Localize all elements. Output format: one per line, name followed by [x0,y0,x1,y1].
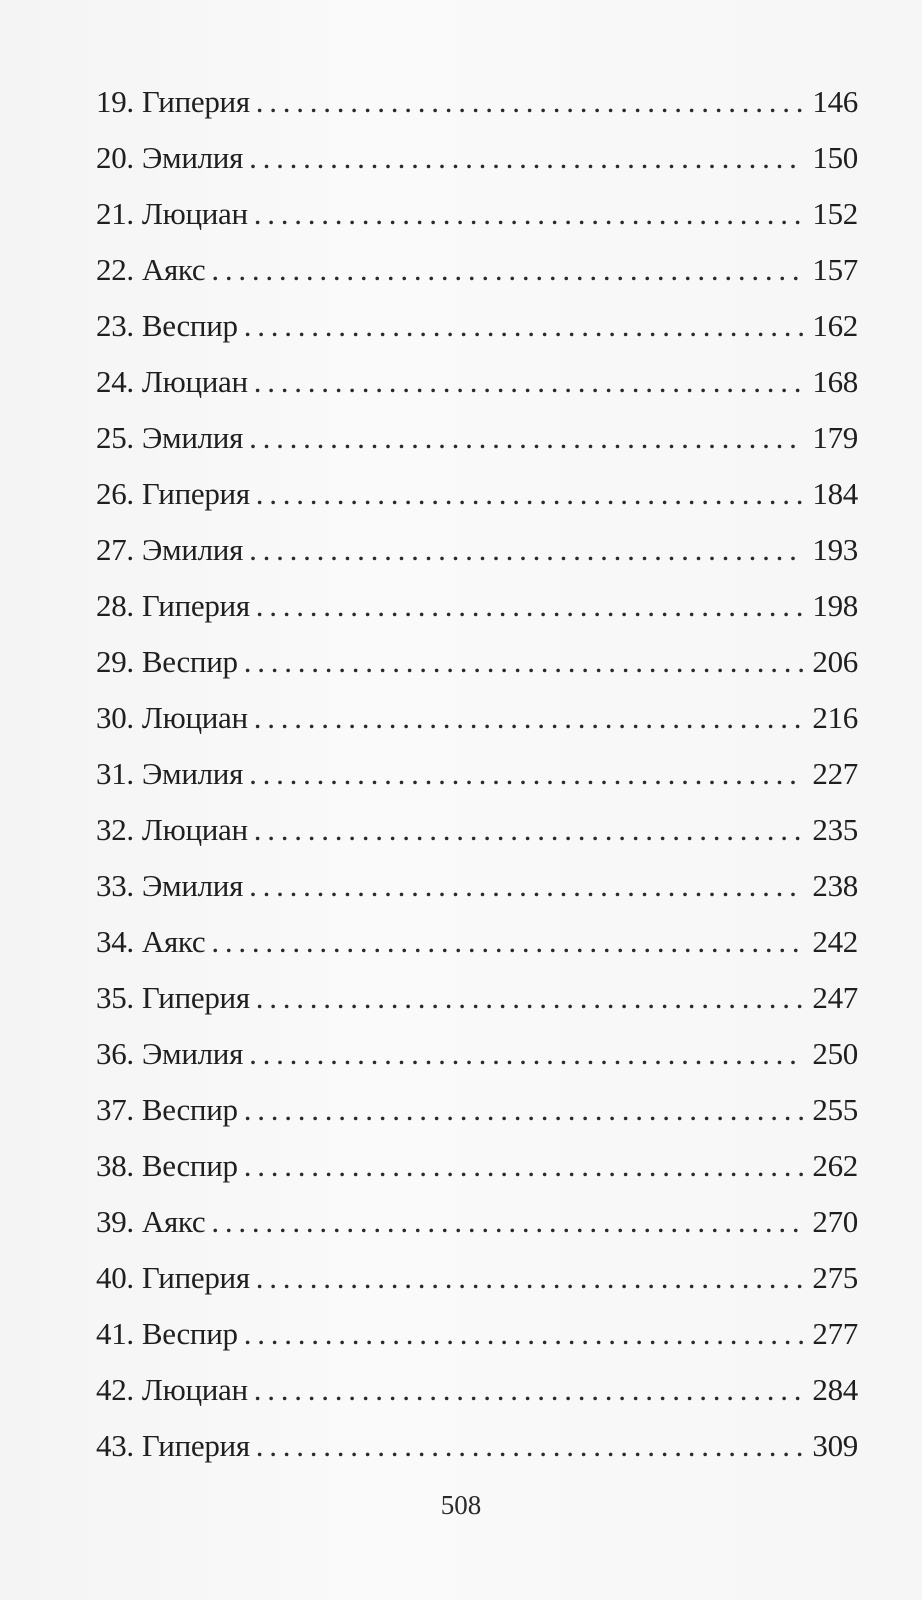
dot-leader [254,802,804,858]
dot-leader [256,578,804,634]
dot-leader [249,522,804,578]
dot-leader [254,1362,804,1418]
chapter-number: 19. [96,84,134,119]
chapter-number: 36. [96,1036,134,1071]
chapter-title: Эмилия [141,756,244,791]
chapter-number: 28. [96,588,134,623]
dot-leader [256,1250,804,1306]
chapter-title: Гиперия [141,980,250,1015]
chapter-title: Веспир [141,1148,238,1183]
chapter-page-number: 150 [812,140,858,175]
chapter-title: Аякс [141,1204,206,1239]
chapter-number: 24. [96,364,134,399]
dot-leader [256,74,804,130]
chapter-number: 41. [96,1316,134,1351]
dot-leader [249,1026,804,1082]
chapter-number: 39. [96,1204,134,1239]
toc-entry [96,578,858,634]
dot-leader [244,1306,804,1362]
chapter-title: Гиперия [141,1428,250,1463]
chapter-page-number: 193 [812,532,858,567]
chapter-title: Эмилия [141,140,244,175]
chapter-page-number: 168 [812,364,858,399]
toc-entry [96,410,858,466]
dot-leader [244,634,804,690]
chapter-page-number: 270 [812,1204,858,1239]
toc-entry [96,354,858,410]
toc-entry [96,858,858,914]
chapter-number: 40. [96,1260,134,1295]
chapter-title: Аякс [141,252,206,287]
toc-entry [96,1306,858,1362]
chapter-title: Эмилия [141,420,244,455]
chapter-number: 27. [96,532,134,567]
chapter-page-number: 247 [812,980,858,1015]
toc-entry [96,1418,858,1474]
dot-leader [211,1194,804,1250]
chapter-page-number: 235 [812,812,858,847]
chapter-page-number: 206 [812,644,858,679]
chapter-title: Гиперия [141,476,250,511]
chapter-number: 25. [96,420,134,455]
chapter-title: Гиперия [141,1260,250,1295]
chapter-page-number: 250 [812,1036,858,1071]
toc-entry [96,1250,858,1306]
toc-entry [96,1362,858,1418]
chapter-page-number: 309 [812,1428,858,1463]
chapter-page-number: 255 [812,1092,858,1127]
chapter-number: 43. [96,1428,134,1463]
chapter-page-number: 262 [812,1148,858,1183]
table-of-contents [96,74,858,1474]
dot-leader [244,298,804,354]
dot-leader [254,690,804,746]
chapter-number: 29. [96,644,134,679]
chapter-number: 22. [96,252,134,287]
toc-entry [96,1194,858,1250]
chapter-title: Люциан [141,1372,248,1407]
dot-leader [256,970,804,1026]
toc-entry [96,522,858,578]
chapter-page-number: 146 [812,84,858,119]
chapter-title: Веспир [141,308,238,343]
chapter-page-number: 162 [812,308,858,343]
toc-entry [96,914,858,970]
chapter-title: Аякс [141,924,206,959]
dot-leader [211,242,804,298]
chapter-page-number: 184 [812,476,858,511]
chapter-title: Люциан [141,196,248,231]
toc-entry [96,74,858,130]
chapter-title: Люциан [141,812,248,847]
chapter-number: 31. [96,756,134,791]
chapter-title: Гиперия [141,84,250,119]
chapter-number: 42. [96,1372,134,1407]
chapter-title: Люциан [141,364,248,399]
toc-entry [96,1138,858,1194]
chapter-page-number: 216 [812,700,858,735]
dot-leader [254,354,804,410]
chapter-number: 23. [96,308,134,343]
toc-entry [96,746,858,802]
chapter-number: 20. [96,140,134,175]
chapter-page-number: 179 [812,420,858,455]
chapter-number: 30. [96,700,134,735]
chapter-number: 32. [96,812,134,847]
toc-entry [96,1026,858,1082]
chapter-title: Гиперия [141,588,250,623]
chapter-number: 34. [96,924,134,959]
chapter-page-number: 227 [812,756,858,791]
toc-entry [96,466,858,522]
chapter-number: 33. [96,868,134,903]
dot-leader [249,410,804,466]
chapter-title: Веспир [141,1316,238,1351]
toc-entry [96,634,858,690]
toc-entry [96,130,858,186]
dot-leader [254,186,804,242]
dot-leader [249,858,804,914]
chapter-title: Эмилия [141,868,244,903]
chapter-number: 38. [96,1148,134,1183]
chapter-page-number: 284 [812,1372,858,1407]
chapter-number: 37. [96,1092,134,1127]
chapter-number: 21. [96,196,134,231]
toc-entry [96,802,858,858]
toc-entry [96,690,858,746]
toc-entry [96,970,858,1026]
chapter-title: Эмилия [141,1036,244,1071]
toc-entry [96,242,858,298]
page-number: 508 [440,1490,482,1520]
toc-entry [96,186,858,242]
dot-leader [244,1082,804,1138]
toc-entry [96,298,858,354]
chapter-page-number: 238 [812,868,858,903]
chapter-page-number: 275 [812,1260,858,1295]
dot-leader [256,1418,804,1474]
toc-entry [96,1082,858,1138]
chapter-number: 26. [96,476,134,511]
dot-leader [256,466,804,522]
dot-leader [249,130,804,186]
chapter-page-number: 198 [812,588,858,623]
chapter-title: Веспир [141,644,238,679]
dot-leader [244,1138,804,1194]
chapter-page-number: 157 [812,252,858,287]
chapter-title: Эмилия [141,532,244,567]
chapter-title: Веспир [141,1092,238,1127]
chapter-number: 35. [96,980,134,1015]
chapter-title: Люциан [141,700,248,735]
dot-leader [211,914,804,970]
chapter-page-number: 242 [812,924,858,959]
chapter-page-number: 277 [812,1316,858,1351]
dot-leader [249,746,804,802]
chapter-page-number: 152 [812,196,858,231]
